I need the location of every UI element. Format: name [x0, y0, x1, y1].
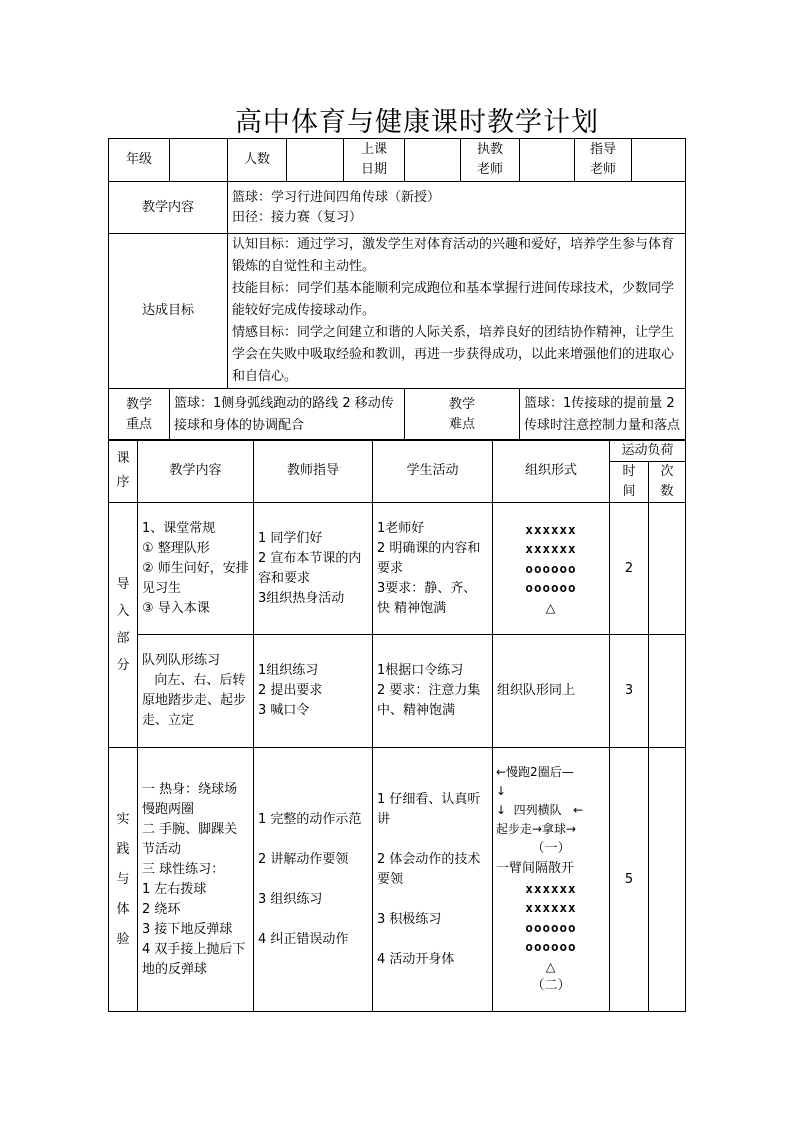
- row3-content: 一 热身：绕球场慢跑两圈 二 手腕、脚踝关节活动 三 球性练习： 1 左右拨球 2 绕环 3 接下地反弹球 4 双手接上抛后下地的反弹球: [138, 748, 254, 1012]
- content-line1: 篮球：学习行进间四角传球（新授）: [232, 189, 441, 205]
- col-order-text: 课序: [116, 451, 130, 490]
- teacher-label-line1: 执教: [476, 142, 503, 157]
- key-label-line2: 重点: [125, 416, 152, 432]
- grade-label: 年级: [109, 139, 170, 182]
- count-value: [287, 139, 344, 182]
- formation-row: oooooo: [525, 919, 577, 935]
- date-label-line2: 日期: [360, 162, 387, 177]
- formation-row: xxxxxx: [525, 521, 577, 537]
- walk-instruction: 起步走→拿球→: [496, 821, 577, 836]
- row1-student: 1老师好 2 明确课的内容和要求 3要求：静、齐、快 精神饱满: [373, 503, 493, 635]
- teacher-value: [520, 139, 575, 182]
- formation-row: oooooo: [525, 560, 577, 576]
- row3-count: [649, 748, 686, 1012]
- page-title: 高中体育与健康课时教学计划: [235, 107, 599, 138]
- row1-count: [649, 503, 686, 635]
- date-value: [405, 139, 461, 182]
- teacher-label: [461, 139, 520, 182]
- formation-row: oooooo: [525, 580, 577, 596]
- goals-text: 认知目标：通过学习，激发学生对体育活动的兴趣和爱好，培养学生参与体育锻炼的自觉性和主动性。 技能目标：同学们基本能顺利完成跑位和基本掌握行进间传球技术，少数同学能较好完成传接球动作。 情感目标：同学之间建立和谐的人际关系，培养良好的团结协作精神，让学生学会在失败中吸取经验和教训，再进一步获得成功，以此来增强他们的进取心和自信心。: [228, 234, 686, 389]
- content-label: 教学内容: [109, 182, 228, 234]
- column-line-instruction: ↓ 四列横队 ←: [496, 802, 584, 817]
- difficulty-label-line1: 教学: [448, 396, 475, 412]
- section-practice-label: 实 践 与 体 验: [109, 748, 138, 1012]
- spread-instruction: 一臂间隔散开: [496, 860, 575, 876]
- teacher-label-line2: 老师: [476, 162, 503, 177]
- row3-teacher: 1 完整的动作示范 2 讲解动作要领 3 组织练习 4 纠正错误动作: [254, 748, 373, 1012]
- row3-formation: [493, 748, 610, 1012]
- row3-student: 1 仔细看、认真听讲 2 体会动作的技术要领 3 积极练习 4 活动开身体: [373, 748, 493, 1012]
- count-label: 人数: [228, 139, 287, 182]
- run-instruction: ←慢跑2圈后—: [496, 764, 574, 779]
- key-label: [109, 389, 170, 441]
- difficulty-text: 篮球：1传接球的提前量 2传球时注意控制力量和落点: [520, 389, 686, 441]
- advisor-label-line1: 指导: [589, 142, 616, 157]
- section-intro-label: 导 入 部 分: [109, 503, 138, 748]
- row2-time: 3: [610, 635, 649, 748]
- header-table: [108, 138, 686, 441]
- diagram-one-label: （一）: [531, 840, 571, 856]
- formation-row: xxxxxx: [525, 541, 577, 557]
- row1-content: 1、课堂常规 ① 整理队形 ② 师生问好，安排见习生 ③ 导入本课: [138, 503, 254, 635]
- row1-teacher: 1 同学们好 2 宣布本节课的内容和要求 3组织热身活动: [254, 503, 373, 635]
- col-count: [649, 462, 686, 503]
- key-text: 篮球：1侧身弧线跑动的路线 2 移动传接球和身体的协调配合: [170, 389, 405, 441]
- row3-time: 5: [610, 748, 649, 1012]
- col-content: 教学内容: [138, 440, 254, 503]
- difficulty-label-line2: 难点: [448, 416, 475, 432]
- key-label-line1: 教学: [125, 396, 152, 412]
- teacher-marker: △: [545, 599, 557, 615]
- row3-grid: [496, 879, 606, 977]
- row1-formation: [493, 503, 610, 635]
- grade-value: [170, 139, 228, 182]
- formation-row: xxxxxx: [525, 900, 577, 916]
- difficulty-label: [405, 389, 520, 441]
- formation-row: xxxxxx: [525, 880, 577, 896]
- advisor-value: [632, 139, 686, 182]
- formation-row: oooooo: [525, 939, 577, 955]
- advisor-label: [575, 139, 632, 182]
- row2-count: [649, 635, 686, 748]
- row2-content: 队列队形练习 向左、右、后转 原地踏步走、起步走、立定: [138, 635, 254, 748]
- advisor-label-line2: 老师: [589, 162, 616, 177]
- content-value: [228, 182, 686, 234]
- content-line2: 田径：接力赛（复习）: [232, 209, 363, 225]
- col-load: 运动负荷: [610, 440, 686, 462]
- goals-label: 达成目标: [109, 234, 228, 389]
- teacher-marker: △: [545, 958, 557, 974]
- row2-org: 组织队形同上: [493, 635, 610, 748]
- down-arrow-icon: ↓: [496, 783, 507, 798]
- col-org: 组织形式: [493, 440, 610, 503]
- col-teacher: 教师指导: [254, 440, 373, 503]
- col-time: [610, 462, 649, 503]
- date-label: [344, 139, 405, 182]
- row2-teacher: 1组织练习 2 提出要求 3 喊口令: [254, 635, 373, 748]
- diagram-two-label: （二）: [531, 978, 571, 994]
- row2-student: 1根据口令练习 2 要求：注意力集中、精神饱满: [373, 635, 493, 748]
- plan-table: [108, 439, 686, 1012]
- col-order: [109, 440, 138, 503]
- col-time-text: 时间: [622, 464, 636, 499]
- row1-time: 2: [610, 503, 649, 635]
- col-student: 学生活动: [373, 440, 493, 503]
- col-count-text: 次数: [660, 464, 674, 499]
- date-label-line1: 上课: [360, 142, 387, 157]
